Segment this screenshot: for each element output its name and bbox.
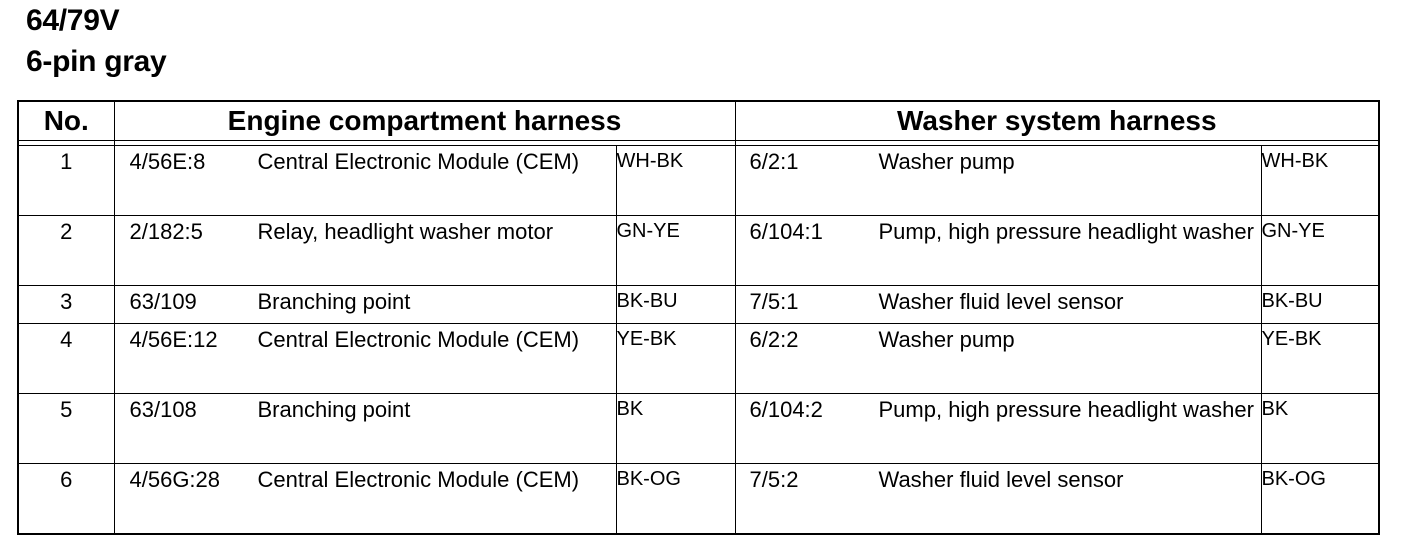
pin-number: 6 (60, 467, 73, 492)
washer-component-desc: Pump, high pressure headlight washer (878, 397, 1254, 422)
header-washer-harness: Washer system harness (735, 101, 1379, 141)
engine-wire-color: WH-BK (616, 150, 684, 172)
table-row (18, 394, 1379, 464)
engine-wire-color: GN-YE (616, 220, 680, 242)
washer-connector-code: 6/104:1 (749, 219, 823, 244)
engine-wire-color: YE-BK (616, 328, 677, 350)
engine-connector-code: 4/56E:12 (129, 327, 218, 352)
connector-description: 6-pin gray (26, 45, 167, 78)
washer-wire-color: YE-BK (1261, 328, 1322, 350)
engine-component-desc: Branching point (257, 397, 411, 422)
pin-number: 1 (60, 149, 73, 174)
engine-connector-code: 63/108 (129, 397, 197, 422)
washer-wire-color: WH-BK (1261, 150, 1329, 172)
table-row (18, 146, 1379, 216)
washer-component-desc: Washer pump (878, 327, 1015, 352)
washer-connector-code: 6/2:2 (749, 327, 799, 352)
washer-wire-color: BK-BU (1261, 290, 1323, 312)
engine-component-desc: Relay, headlight washer motor (257, 219, 554, 244)
washer-wire-color: GN-YE (1261, 220, 1325, 242)
washer-connector-code: 6/104:2 (749, 397, 823, 422)
pin-number: 4 (60, 327, 73, 352)
washer-component-desc: Washer fluid level sensor (878, 467, 1124, 492)
table-row (18, 464, 1379, 534)
pin-number: 5 (60, 397, 73, 422)
engine-connector-code: 4/56G:28 (129, 467, 221, 492)
washer-connector-code: 7/5:1 (749, 289, 799, 314)
washer-component-desc: Pump, high pressure headlight washer (878, 219, 1254, 244)
engine-connector-code: 2/182:5 (129, 219, 203, 244)
header-engine-harness: Engine compartment harness (114, 101, 735, 141)
pin-number: 2 (60, 219, 73, 244)
engine-wire-color: BK-BU (616, 290, 678, 312)
engine-component-desc: Central Electronic Module (CEM) (257, 327, 580, 352)
table-row (18, 286, 1379, 324)
washer-component-desc: Washer pump (878, 149, 1015, 174)
engine-component-desc: Branching point (257, 289, 411, 314)
pinout-table (17, 100, 1380, 535)
table-row (18, 324, 1379, 394)
washer-connector-code: 6/2:1 (749, 149, 799, 174)
table-row (18, 216, 1379, 286)
engine-connector-code: 63/109 (129, 289, 197, 314)
washer-connector-code: 7/5:2 (749, 467, 799, 492)
engine-wire-color: BK (616, 398, 644, 420)
engine-component-desc: Central Electronic Module (CEM) (257, 467, 580, 492)
washer-wire-color: BK-OG (1261, 468, 1326, 490)
engine-wire-color: BK-OG (616, 468, 681, 490)
engine-component-desc: Central Electronic Module (CEM) (257, 149, 580, 174)
connector-id: 64/79V (26, 4, 120, 37)
washer-component-desc: Washer fluid level sensor (878, 289, 1124, 314)
washer-wire-color: BK (1261, 398, 1289, 420)
header-no: No. (18, 101, 114, 141)
engine-connector-code: 4/56E:8 (129, 149, 206, 174)
pin-number: 3 (60, 289, 73, 314)
